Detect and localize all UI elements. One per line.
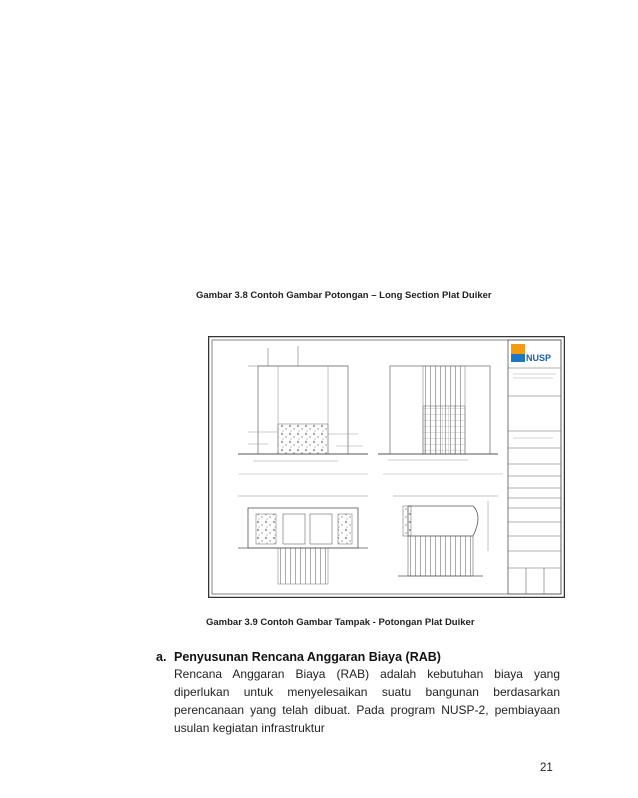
technical-drawing-plat-duiker xyxy=(208,336,565,598)
page-number: 21 xyxy=(540,762,553,774)
section-paragraph: Rencana Anggaran Biaya (RAB) adalah kebutuhan biaya yang diperlukan untuk menyelesaikan suatu bangunan berdasarkan perencanaan yang telah dibuat. Pada program NUSP-2, pembiayaan usulan kegiatan infrastruktur xyxy=(174,667,560,735)
title-block-logo-text: NUSP xyxy=(526,353,552,363)
rab-section xyxy=(156,650,560,737)
section-label: a. xyxy=(156,650,167,664)
section-body xyxy=(174,665,560,737)
section-heading xyxy=(156,650,560,664)
figure-3-8-caption: Gambar 3.8 Contoh Gambar Potongan – Long Section Plat Duiker xyxy=(196,290,492,301)
section-title: Penyusunan Rencana Anggaran Biaya (RAB) xyxy=(174,650,441,664)
figure-3-9-caption: Gambar 3.9 Contoh Gambar Tampak - Potongan Plat Duiker xyxy=(206,617,475,628)
